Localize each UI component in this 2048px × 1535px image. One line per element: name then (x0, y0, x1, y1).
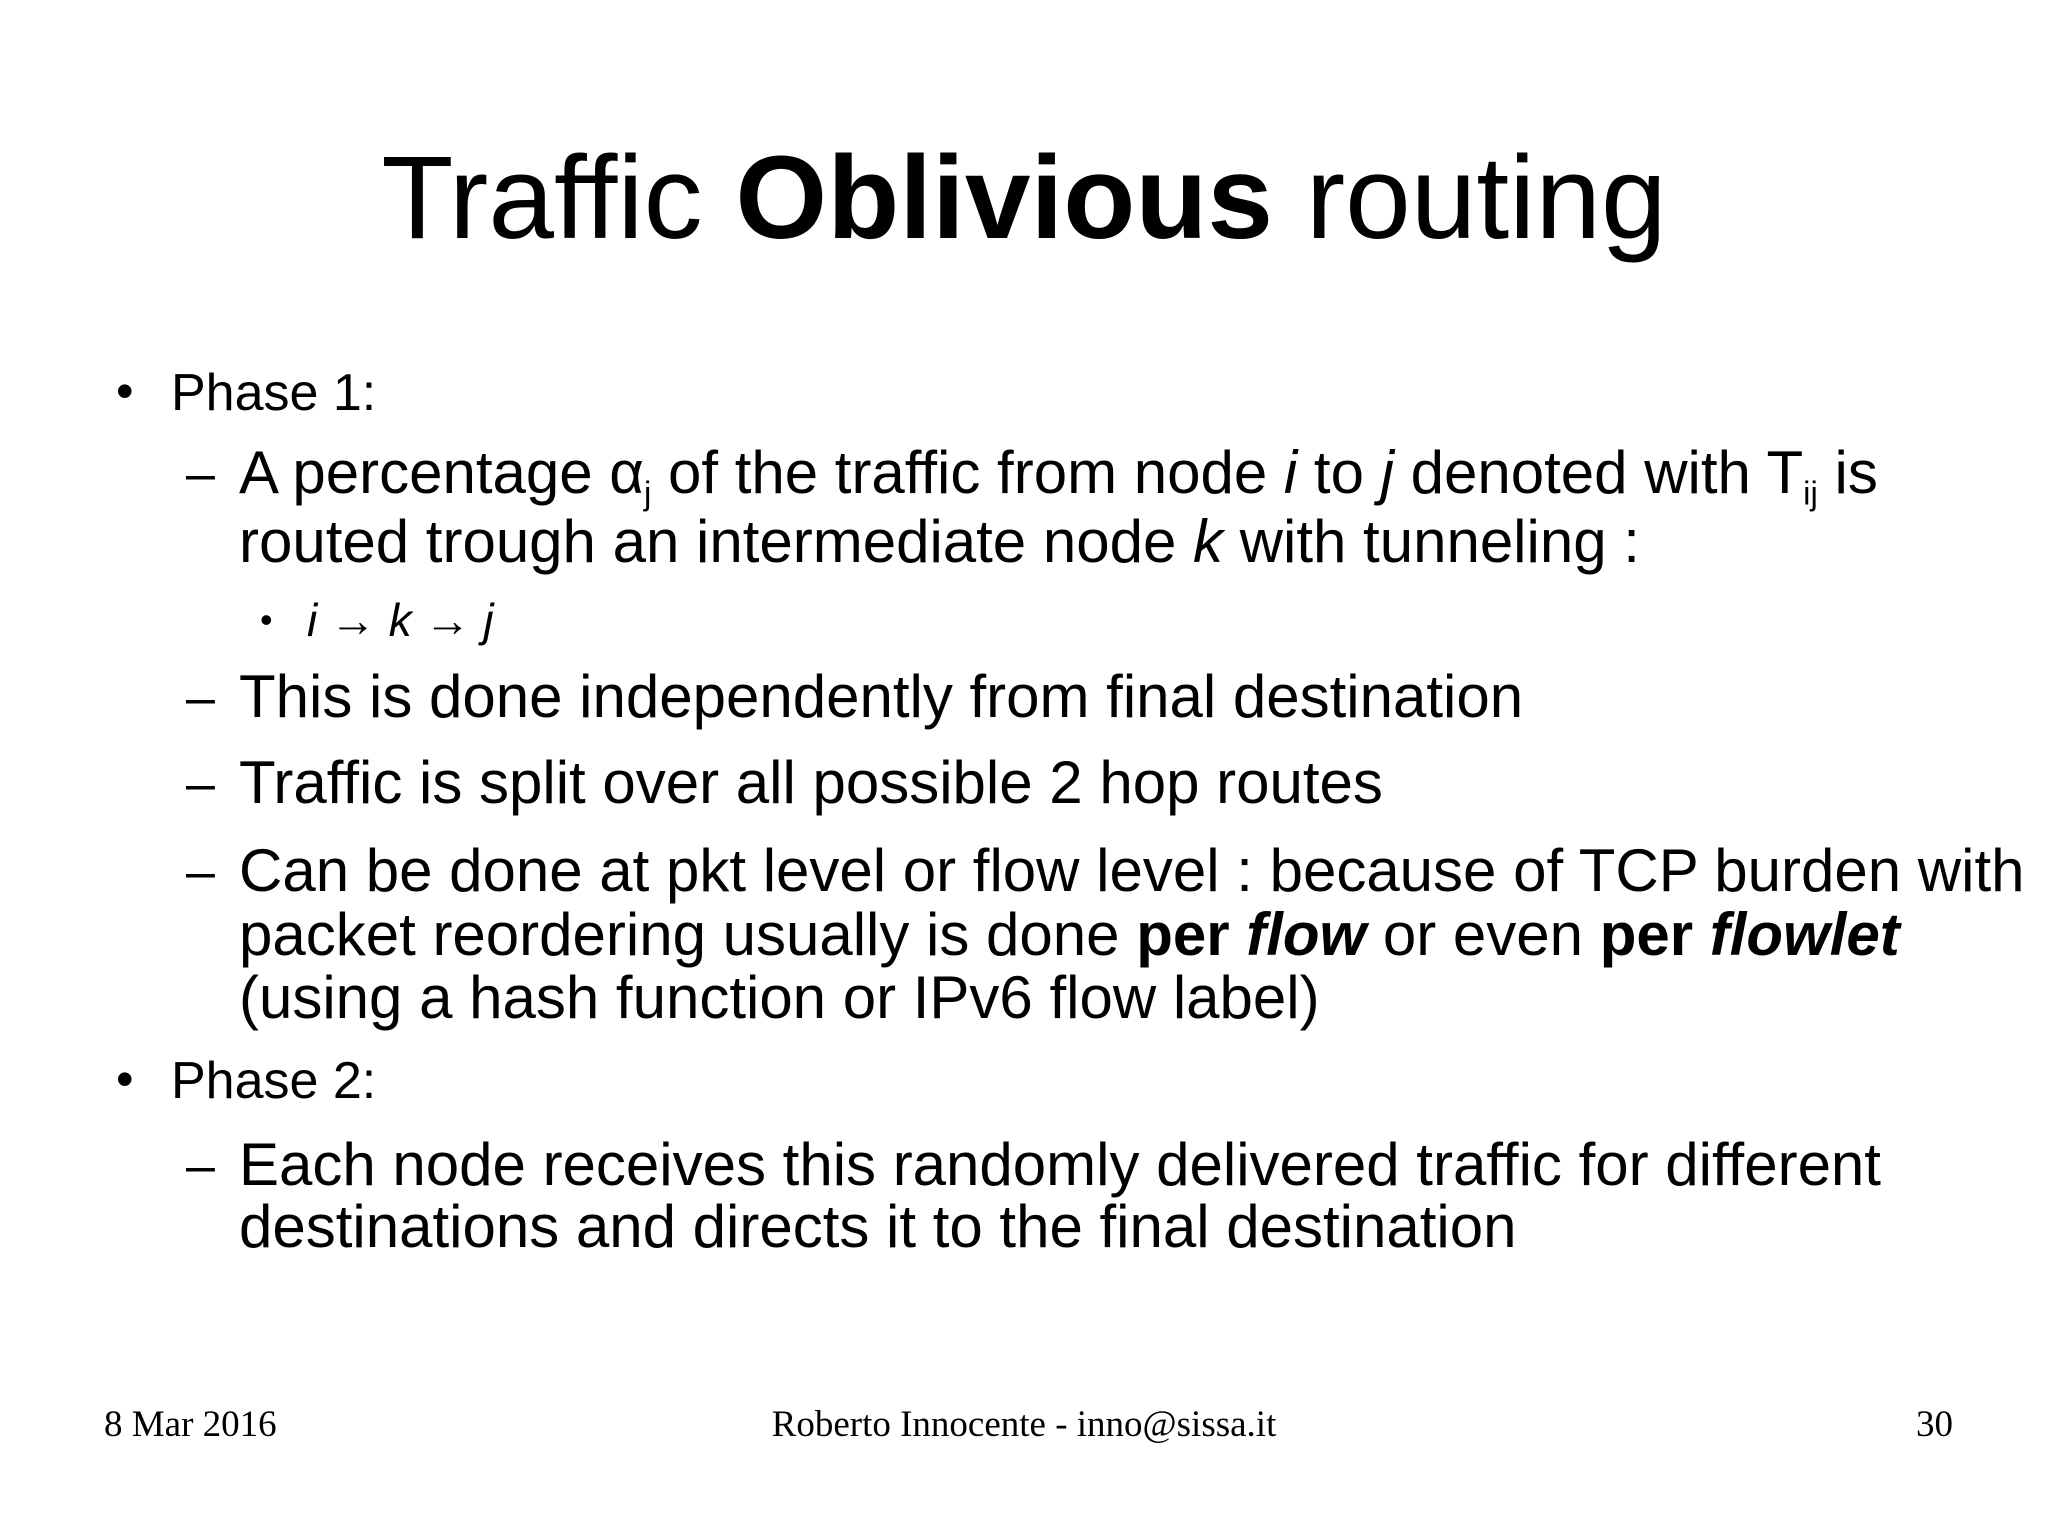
phase1-label: Phase 1: (171, 364, 377, 422)
phase1-item1-line1 (239, 439, 1878, 512)
page-number: 30 (1916, 1404, 1953, 1445)
text-run: packet reordering usually is done (239, 901, 1137, 968)
title-text-oblivious: Oblivious (735, 132, 1274, 264)
text-run: denoted with T (1393, 439, 1804, 506)
dash-marker: – (186, 755, 215, 813)
subscript-j: j (643, 474, 652, 512)
phase1-item1-line2 (239, 509, 1640, 575)
footer-author: Roberto Innocente - inno@sissa.it (771, 1404, 1277, 1445)
phase1-item3: Traffic is split over all possible 2 hop routes (239, 749, 1383, 816)
phase2-item1-line2: destinations and directs it to the final destination (239, 1193, 1517, 1260)
footer-date: 8 Mar 2016 (104, 1404, 277, 1445)
text-run: with tunneling : (1223, 508, 1640, 575)
text-run: or even (1366, 901, 1600, 968)
bullet-dot: • (116, 363, 134, 419)
italic-i: i (1283, 439, 1298, 506)
text-run: routed trough an intermediate node (239, 508, 1193, 575)
italic-k: k (1193, 508, 1223, 575)
text-run: A percentage α (239, 439, 644, 506)
phase1-item4-line3: (using a hash function or IPv6 flow label) (239, 964, 1320, 1031)
phase2-label: Phase 2: (171, 1052, 377, 1110)
italic-j: j (1380, 439, 1394, 506)
phase2-item1-line1: Each node receives this randomly delivered traffic for different (239, 1131, 1881, 1198)
dash-marker: – (186, 445, 215, 503)
dash-marker: – (186, 669, 215, 727)
slide-title (0, 128, 2048, 268)
text-run: to (1297, 439, 1381, 506)
subscript-ij: ij (1803, 474, 1818, 512)
routing-path: i → k → j (307, 594, 494, 646)
title-text-traffic: Traffic (381, 132, 736, 264)
phase1-item2: This is done independently from final destination (239, 663, 1524, 730)
dash-marker: – (186, 843, 215, 901)
sub-bullet-dot: • (260, 599, 273, 640)
phase1-item4-line1: Can be done at pkt level or flow level : because of TCP burden with (239, 837, 2025, 904)
text-run: is (1817, 439, 1878, 506)
text-run: of the traffic from node (651, 439, 1284, 506)
bold-italic-flow: flow (1246, 901, 1367, 968)
bold-per: per (1136, 901, 1247, 968)
title-text-routing: routing (1273, 132, 1667, 264)
bullet-dot: • (116, 1051, 134, 1107)
bold-per: per (1599, 901, 1710, 968)
phase1-item4-line2 (239, 902, 1900, 968)
dash-marker: – (186, 1137, 215, 1195)
bold-italic-flowlet: flowlet (1709, 901, 1900, 968)
